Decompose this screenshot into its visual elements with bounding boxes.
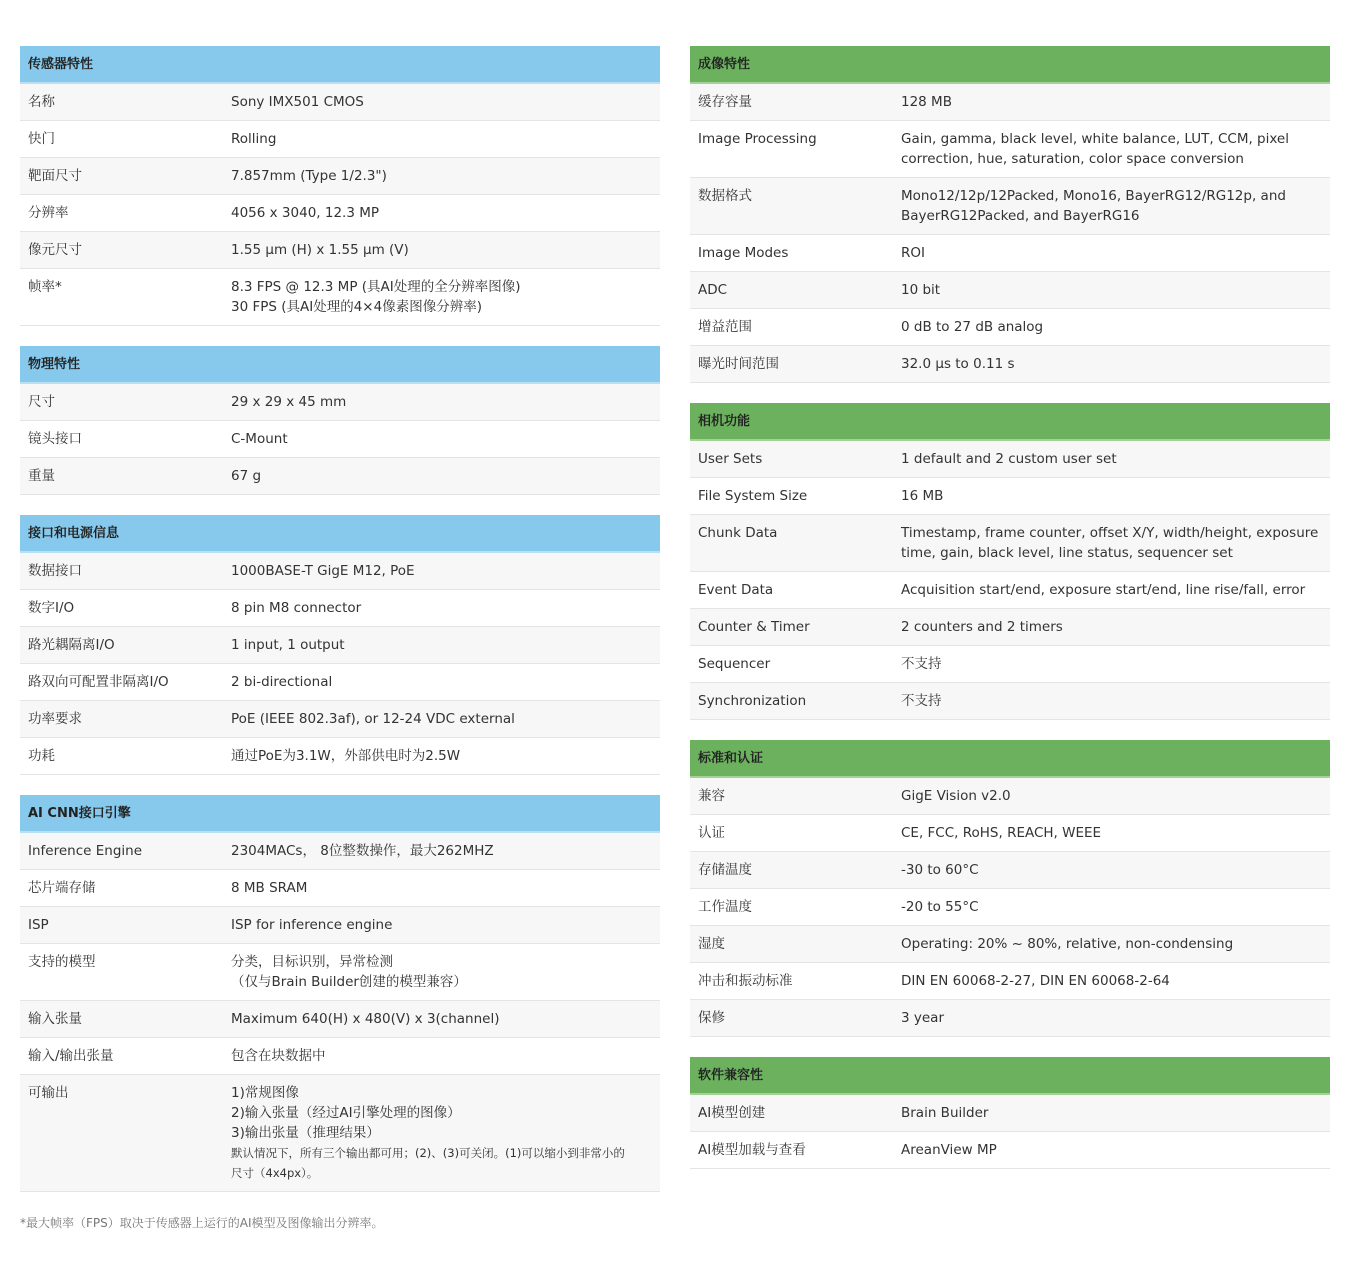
spec-label: Image Processing: [698, 131, 817, 147]
spec-value: [231, 269, 660, 325]
spec-value: [231, 590, 660, 626]
spec-value-line: -20 to 55°C: [901, 899, 979, 915]
spec-table: [20, 84, 660, 326]
spec-label: 靶面尺寸: [28, 168, 82, 184]
spec-value-line: C-Mount: [231, 431, 288, 447]
spec-row: [690, 84, 1330, 121]
spec-row: [690, 1132, 1330, 1169]
spec-value: [901, 178, 1330, 234]
spec-row: [690, 778, 1330, 815]
spec-value-line: ISP for inference engine: [231, 917, 393, 933]
spec-value-line: correction, hue, saturation, color space conversion: [901, 151, 1244, 167]
spec-value-line: Brain Builder: [901, 1105, 989, 1121]
spec-section: [20, 46, 660, 326]
section-title: 相机功能: [690, 403, 1330, 441]
spec-row: [690, 478, 1330, 515]
spec-row: [20, 701, 660, 738]
spec-value: [901, 609, 1330, 645]
spec-label: 可输出: [28, 1085, 69, 1101]
spec-row: [690, 515, 1330, 572]
spec-row: [690, 441, 1330, 478]
spec-label: 重量: [28, 468, 55, 484]
spec-value-line: -30 to 60°C: [901, 862, 979, 878]
spec-section: [690, 403, 1330, 720]
spec-label: 分辨率: [28, 205, 69, 221]
spec-row: [20, 664, 660, 701]
spec-value-line: GigE Vision v2.0: [901, 788, 1011, 804]
spec-row: [690, 852, 1330, 889]
spec-section: [690, 46, 1330, 383]
spec-row: [20, 590, 660, 627]
spec-row: [20, 84, 660, 121]
spec-value-line: BayerRG12Packed, and BayerRG16: [901, 208, 1140, 224]
section-title: 接口和电源信息: [20, 515, 660, 553]
spec-value-line: 3 year: [901, 1010, 944, 1026]
spec-label: 路光耦隔离I/O: [28, 637, 115, 653]
spec-value-line: 通过PoE为3.1W，外部供电时为2.5W: [231, 748, 461, 764]
spec-value: [231, 833, 660, 869]
spec-value-line: time, gain, black level, line status, sequencer set: [901, 545, 1233, 561]
spec-label: 增益范围: [698, 319, 752, 335]
spec-value: [231, 384, 660, 420]
spec-value: [901, 815, 1330, 851]
spec-row: [690, 572, 1330, 609]
spec-section: [20, 515, 660, 775]
footnote: *最大帧率（FPS）取决于传感器上运行的AI模型及图像输出分辨率。: [20, 1216, 384, 1230]
spec-value: [901, 346, 1330, 382]
section-title: 成像特性: [690, 46, 1330, 84]
spec-value: [231, 421, 660, 457]
spec-row: [20, 121, 660, 158]
spec-value: [231, 664, 660, 700]
spec-label: 数据接口: [28, 563, 82, 579]
spec-value: [901, 889, 1330, 925]
spec-value-line: 2 bi-directional: [231, 674, 333, 690]
spec-label: 数字I/O: [28, 600, 75, 616]
spec-value: [231, 553, 660, 589]
spec-label: 冲击和振动标准: [698, 973, 793, 989]
spec-row: [690, 926, 1330, 963]
spec-value: [901, 441, 1330, 477]
spec-row: [690, 1095, 1330, 1132]
spec-row: [20, 384, 660, 421]
spec-label: Inference Engine: [28, 843, 142, 859]
spec-value-line: 1)常规图像: [231, 1085, 299, 1101]
spec-label: ISP: [28, 917, 49, 933]
spec-value-line: 2)输入张量（经过AI引擎处理的图像）: [231, 1105, 461, 1121]
spec-value: [901, 84, 1330, 120]
spec-value-line: Gain, gamma, black level, white balance, LUT, CCM, pixel: [901, 131, 1289, 147]
spec-label: AI模型创建: [698, 1105, 766, 1121]
spec-note-line: 尺寸（4x4px）。: [231, 1166, 319, 1180]
spec-value: [901, 515, 1330, 571]
spec-note-line: 默认情况下，所有三个输出都可用；(2)、(3)可关闭。(1)可以缩小到非常小的: [231, 1146, 625, 1160]
spec-label: Sequencer: [698, 656, 771, 672]
spec-value-line: Maximum 640(H) x 480(V) x 3(channel): [231, 1011, 500, 1027]
spec-value: [901, 235, 1330, 271]
spec-value-line: CE, FCC, RoHS, REACH, WEEE: [901, 825, 1102, 841]
spec-table: [690, 441, 1330, 720]
spec-value-line: 67 g: [231, 468, 262, 484]
spec-row: [690, 683, 1330, 720]
spec-label: 快门: [28, 131, 55, 147]
spec-value: [231, 1075, 660, 1191]
spec-value: [231, 738, 660, 774]
spec-row: [20, 1075, 660, 1192]
spec-row: [20, 1038, 660, 1075]
spec-value-line: 30 FPS (具AI处理的4×4像素图像分辨率): [231, 299, 482, 315]
spec-row: [690, 178, 1330, 235]
spec-row: [20, 158, 660, 195]
spec-label: AI模型加载与查看: [698, 1142, 806, 1158]
spec-value-line: DIN EN 60068-2-27, DIN EN 60068-2-64: [901, 973, 1170, 989]
spec-row: [690, 646, 1330, 683]
spec-value-line: 4056 x 3040, 12.3 MP: [231, 205, 380, 221]
spec-value: [231, 232, 660, 268]
spec-row: [20, 195, 660, 232]
spec-value-line: 128 MB: [901, 94, 952, 110]
spec-value-line: 不支持: [901, 656, 942, 672]
spec-value-line: Sony IMX501 CMOS: [231, 94, 364, 110]
spec-value: [901, 852, 1330, 888]
spec-label: 功率要求: [28, 711, 82, 727]
section-title: AI CNN接口引擎: [20, 795, 660, 833]
spec-row: [690, 272, 1330, 309]
spec-value-line: 0 dB to 27 dB analog: [901, 319, 1044, 335]
spec-label: 支持的模型: [28, 954, 96, 970]
spec-label: 输入/输出张量: [28, 1048, 114, 1064]
spec-value-line: Operating: 20% ~ 80%, relative, non-condensing: [901, 936, 1234, 952]
spec-label: 镜头接口: [28, 431, 82, 447]
spec-row: [20, 553, 660, 590]
spec-value-line: 2304MACs， 8位整数操作，最大262MHZ: [231, 843, 494, 859]
spec-label: 认证: [698, 825, 725, 841]
spec-value-line: 不支持: [901, 693, 942, 709]
spec-value: [901, 1132, 1330, 1168]
spec-label: User Sets: [698, 451, 763, 467]
spec-value: [901, 646, 1330, 682]
section-title: 软件兼容性: [690, 1057, 1330, 1095]
spec-value-line: 分类，目标识别，异常检测: [231, 954, 393, 970]
spec-value-line: 包含在块数据中: [231, 1048, 326, 1064]
spec-table: [690, 1095, 1330, 1169]
spec-value-line: 1000BASE-T GigE M12, PoE: [231, 563, 415, 579]
spec-label: Synchronization: [698, 693, 807, 709]
spec-value: [901, 926, 1330, 962]
spec-row: [690, 309, 1330, 346]
spec-value-line: 2 counters and 2 timers: [901, 619, 1063, 635]
spec-row: [20, 870, 660, 907]
spec-value: [231, 195, 660, 231]
spec-row: [20, 944, 660, 1001]
spec-value-line: 8 MB SRAM: [231, 880, 308, 896]
spec-value: [901, 572, 1330, 608]
spec-value-line: 1 input, 1 output: [231, 637, 345, 653]
spec-row: [20, 738, 660, 775]
spec-value: [231, 944, 660, 1000]
spec-value-line: 29 x 29 x 45 mm: [231, 394, 347, 410]
spec-value-line: 32.0 µs to 0.11 s: [901, 356, 1015, 372]
section-title: 物理特性: [20, 346, 660, 384]
right-column: [690, 46, 1330, 1189]
spec-row: [690, 963, 1330, 1000]
spec-value-line: ROI: [901, 245, 925, 261]
spec-label: Image Modes: [698, 245, 789, 261]
spec-value: [901, 478, 1330, 514]
spec-section: [690, 1057, 1330, 1169]
spec-label: 工作温度: [698, 899, 752, 915]
spec-row: [20, 1001, 660, 1038]
spec-label: 兼容: [698, 788, 725, 804]
spec-label: 湿度: [698, 936, 725, 952]
spec-label: 芯片端存储: [28, 880, 96, 896]
spec-label: 功耗: [28, 748, 55, 764]
spec-label: 曝光时间范围: [698, 356, 779, 372]
spec-row: [690, 235, 1330, 272]
spec-value: [901, 683, 1330, 719]
spec-row: [20, 627, 660, 664]
spec-value: [901, 272, 1330, 308]
spec-section: [20, 795, 660, 1192]
spec-value: [901, 1000, 1330, 1036]
spec-value: [901, 778, 1330, 814]
spec-label: Counter & Timer: [698, 619, 810, 635]
spec-table: [690, 84, 1330, 383]
spec-value-line: 8 pin M8 connector: [231, 600, 362, 616]
spec-value: [231, 870, 660, 906]
spec-row: [20, 421, 660, 458]
spec-label: 路双向可配置非隔离I/O: [28, 674, 169, 690]
spec-table: [20, 553, 660, 775]
spec-value: [231, 1001, 660, 1037]
spec-row: [690, 815, 1330, 852]
spec-row: [20, 232, 660, 269]
spec-label: Event Data: [698, 582, 774, 598]
spec-section: [690, 740, 1330, 1037]
spec-table: [20, 384, 660, 495]
spec-value-line: Acquisition start/end, exposure start/end, line rise/fall, error: [901, 582, 1306, 598]
spec-table: [20, 833, 660, 1192]
spec-section: [20, 346, 660, 495]
spec-label: 像元尺寸: [28, 242, 82, 258]
spec-label: 尺寸: [28, 394, 55, 410]
spec-label: 帧率*: [28, 279, 62, 295]
spec-row: [20, 833, 660, 870]
spec-row: [690, 609, 1330, 646]
spec-value-line: Timestamp, frame counter, offset X/Y, width/height, exposure: [901, 525, 1319, 541]
spec-row: [20, 458, 660, 495]
spec-value: [231, 907, 660, 943]
spec-label: 缓存容量: [698, 94, 752, 110]
spec-value-line: Mono12/12p/12Packed, Mono16, BayerRG12/RG12p, and: [901, 188, 1286, 204]
section-title: 传感器特性: [20, 46, 660, 84]
spec-value-line: 10 bit: [901, 282, 941, 298]
spec-table: [690, 778, 1330, 1037]
spec-value-line: 16 MB: [901, 488, 944, 504]
spec-value: [231, 158, 660, 194]
spec-row: [690, 346, 1330, 383]
spec-value: [901, 309, 1330, 345]
spec-label: 保修: [698, 1010, 725, 1026]
left-column: [20, 46, 660, 1212]
spec-value-line: 1 default and 2 custom user set: [901, 451, 1117, 467]
spec-value-line: 3)输出张量（推理结果）: [231, 1125, 380, 1141]
spec-row: [690, 1000, 1330, 1037]
spec-value: [901, 1095, 1330, 1131]
section-title: 标准和认证: [690, 740, 1330, 778]
spec-label: 存储温度: [698, 862, 752, 878]
spec-row: [690, 121, 1330, 178]
spec-value: [231, 458, 660, 494]
spec-value: [231, 121, 660, 157]
spec-value: [901, 121, 1330, 177]
spec-value-line: 7.857mm (Type 1/2.3"): [231, 168, 387, 184]
spec-label: Chunk Data: [698, 525, 778, 541]
spec-row: [20, 269, 660, 326]
spec-row: [690, 889, 1330, 926]
spec-value-line: Rolling: [231, 131, 277, 147]
spec-value: [901, 963, 1330, 999]
spec-label: File System Size: [698, 488, 808, 504]
spec-value: [231, 627, 660, 663]
spec-label: 数据格式: [698, 188, 752, 204]
spec-value: [231, 84, 660, 120]
spec-row: [20, 907, 660, 944]
spec-label: 名称: [28, 94, 55, 110]
spec-value: [231, 701, 660, 737]
spec-value-line: （仅与Brain Builder创建的模型兼容）: [231, 974, 467, 990]
spec-value-line: PoE (IEEE 802.3af), or 12-24 VDC external: [231, 711, 515, 727]
spec-value-line: AreanView MP: [901, 1142, 997, 1158]
spec-value-line: 1.55 µm (H) x 1.55 µm (V): [231, 242, 409, 258]
spec-value: [231, 1038, 660, 1074]
spec-value-line: 8.3 FPS @ 12.3 MP (具AI处理的全分辨率图像): [231, 279, 521, 295]
spec-label: 输入张量: [28, 1011, 82, 1027]
spec-label: ADC: [698, 282, 728, 298]
